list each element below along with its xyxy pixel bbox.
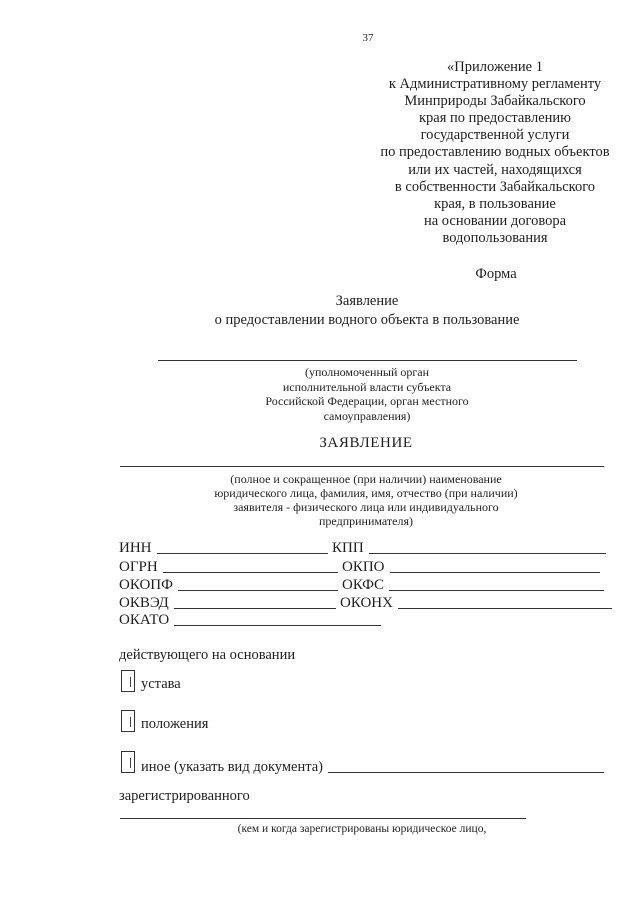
applicant-caption <box>166 472 566 528</box>
okato-label: ОКАТО <box>119 612 170 628</box>
appendix-line: или их частей, находящихся <box>408 161 582 178</box>
okopf-label: ОКОПФ <box>119 577 173 593</box>
applicant-blank-line <box>120 466 604 467</box>
authority-blank-line <box>158 360 577 361</box>
okato-blank-line <box>174 625 381 626</box>
caption-line: предпринимателя) <box>319 514 413 528</box>
caption-line: заявителя - физического лица или индивидуального <box>233 500 499 514</box>
code-row-ogrn-okpo <box>119 558 600 576</box>
okfs-field <box>342 576 604 594</box>
authority-caption <box>167 365 567 423</box>
option-other-label: иное (указать вид документа) <box>141 759 323 775</box>
okonh-field <box>340 594 612 612</box>
okonh-blank-line <box>398 608 612 609</box>
ogrn-field <box>119 558 338 576</box>
title-line-2: о предоставлении водного объекта в пользование <box>214 312 520 328</box>
registration-label: зарегистрированного <box>119 788 250 804</box>
caption-line: юридического лица, фамилия, имя, отчество (при наличии) <box>214 486 518 500</box>
appendix-line: к Административному регламенту <box>388 76 602 93</box>
appendix-line: края по предоставлению <box>419 110 571 127</box>
registration-caption: (кем и когда зарегистрированы юридическое лицо, <box>237 823 487 835</box>
page-number: 37 <box>362 32 374 44</box>
kpp-label: КПП <box>332 540 364 556</box>
appendix-line: в собственности Забайкальского <box>394 178 596 195</box>
registration-blank-line <box>120 818 526 819</box>
form-label: Форма <box>475 266 517 282</box>
appendix-line: на основании договора <box>423 212 567 229</box>
okpo-field <box>342 558 600 576</box>
option-charter-label: устава <box>141 676 181 692</box>
document-title <box>167 292 567 330</box>
appendix-line: края, в пользование <box>434 195 556 212</box>
okfs-label: ОКФС <box>342 577 385 593</box>
code-row-inn-kpp <box>119 539 606 557</box>
option-other <box>141 758 604 776</box>
appendix-line: «Приложение 1 <box>447 59 543 75</box>
okopf-blank-line <box>178 590 338 591</box>
caption-line: (уполномоченный орган <box>304 365 430 379</box>
okopf-field <box>119 576 338 594</box>
okved-field <box>119 594 336 612</box>
option-regulation-label: положения <box>141 716 209 732</box>
caption-line: (полное и сокращенное (при наличии) наименование <box>230 472 502 486</box>
checkbox-regulation <box>121 710 135 732</box>
code-row-okato <box>119 611 381 629</box>
okpo-blank-line <box>390 572 600 573</box>
okved-label: ОКВЭД <box>119 595 169 611</box>
code-row-okved-okonh <box>119 594 612 612</box>
appendix-line: водопользования <box>442 229 548 246</box>
ogrn-blank-line <box>163 572 338 573</box>
other-document-blank-line <box>328 772 604 773</box>
inn-field <box>119 539 328 557</box>
okpo-label: ОКПО <box>342 559 385 575</box>
kpp-blank-line <box>369 553 606 554</box>
caption-line: исполнительной власти субъекта <box>282 379 452 394</box>
caption-line: Российской Федерации, орган местного <box>265 394 469 409</box>
appendix-reference-block <box>365 59 625 247</box>
inn-blank-line <box>157 553 329 554</box>
inn-label: ИНН <box>119 540 152 556</box>
checkbox-charter <box>121 670 135 692</box>
okved-blank-line <box>174 608 336 609</box>
caption-line: самоуправления) <box>323 408 411 423</box>
checkbox-other <box>121 751 135 773</box>
statement-heading: ЗАЯВЛЕНИЕ <box>319 435 413 451</box>
okfs-blank-line <box>389 590 604 591</box>
okonh-label: ОКОНХ <box>340 595 393 611</box>
appendix-line: Минприроды Забайкальского <box>404 93 586 110</box>
basis-label: действующего на основании <box>119 647 296 663</box>
code-row-okopf-okfs <box>119 576 604 594</box>
kpp-field <box>332 539 606 557</box>
title-line-1: Заявление <box>335 293 399 309</box>
appendix-line: государственной услуги <box>420 127 570 144</box>
okato-field <box>119 611 381 629</box>
appendix-line: по предоставлению водных объектов <box>380 144 610 161</box>
ogrn-label: ОГРН <box>119 559 158 575</box>
